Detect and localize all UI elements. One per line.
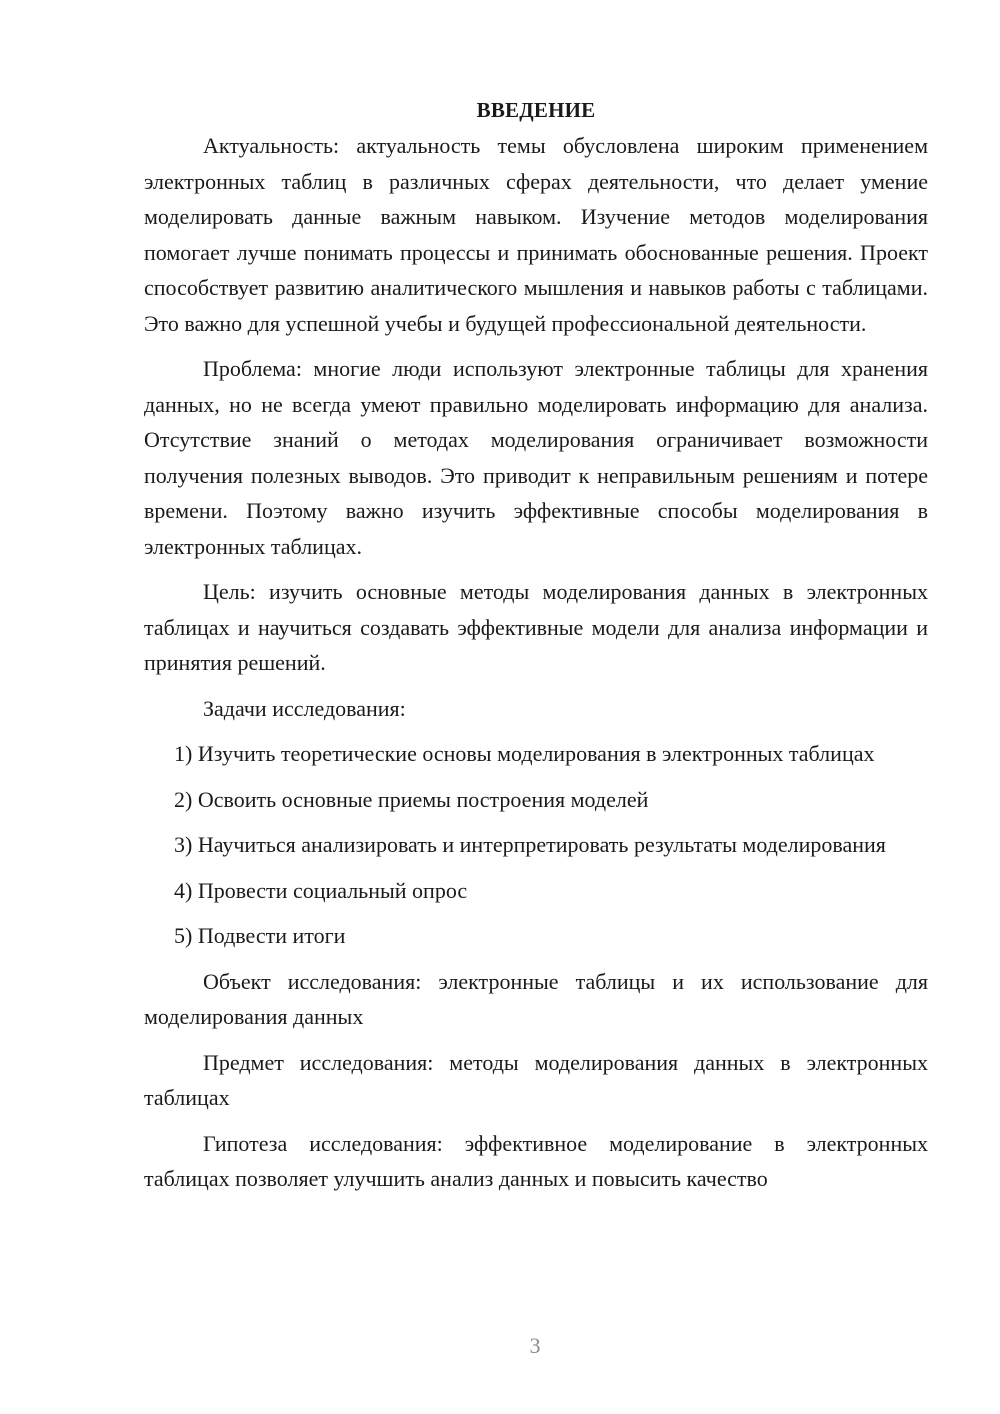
goal-paragraph: Цель: изучить основные методы моделирования данных в электронных таблицах и научиться создавать эффективные модели для анализа информации и принятия решений. [144, 579, 928, 675]
relevance-paragraph: Актуальность: актуальность темы обусловлена широким применением электронных таблиц в различных сферах деятельности, что делает умение моделировать данные важным навыком. Изучение методов моделирования помогает лучше понимать процессы и принимать обоснованные решения. Проект способствует развитию аналитического мышления и навыков работы с таблицами. Это важно для успешной учебы и будущей профессиональной деятельности. [144, 133, 928, 336]
tasks-heading: Задачи исследования: [203, 695, 406, 721]
task-item-2: 2) Освоить основные приемы построения моделей [174, 786, 649, 812]
problem-paragraph: Проблема: многие люди используют электронные таблицы для хранения данных, но не всегда умеют правильно моделировать информацию для анализа. Отсутствие знаний о методах моделирования ограничивает возможности получения полезных выводов. Это приводит к неправильным решениям и потере времени. Поэтому важно изучить эффективные способы моделирования в электронных таблицах. [144, 356, 928, 559]
task-item-1: 1) Изучить теоретические основы моделирования в электронных таблицах [174, 741, 875, 766]
page-content [144, 94, 928, 1207]
object-paragraph: Объект исследования: электронные таблицы и их использование для моделирования данных [144, 968, 928, 1029]
task-item-5: 5) Подвести итоги [174, 923, 346, 948]
section-heading: ВВЕДЕНИЕ [476, 98, 596, 122]
task-item-3: 3) Научиться анализировать и интерпретировать результаты моделирования [174, 832, 886, 857]
page-number: 3 [529, 1333, 541, 1358]
task-item-4: 4) Провести социальный опрос [174, 877, 468, 903]
subject-paragraph: Предмет исследования: методы моделирования данных в электронных таблицах [144, 1049, 928, 1110]
hypothesis-paragraph: Гипотеза исследования: эффективное моделирование в электронных таблицах позволяет улучшить анализ данных и повысить качество [144, 1130, 928, 1191]
